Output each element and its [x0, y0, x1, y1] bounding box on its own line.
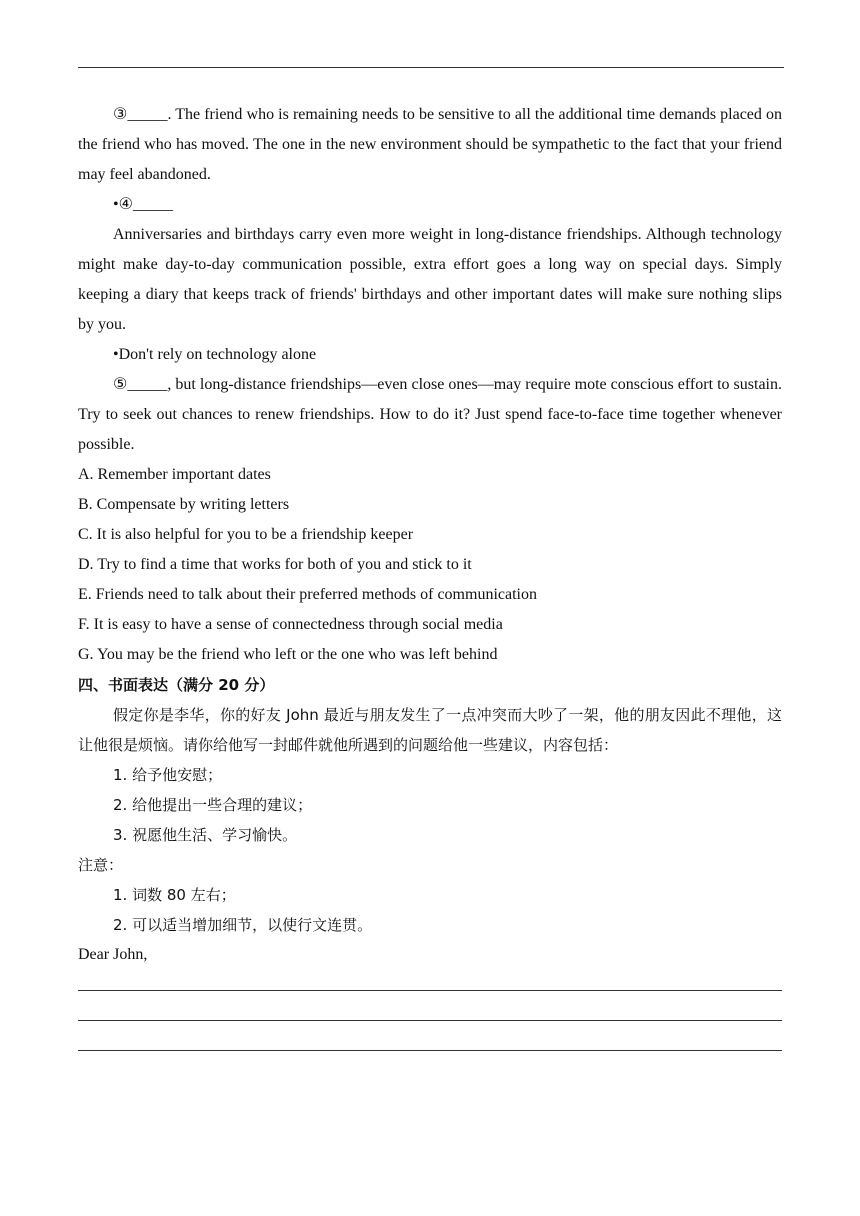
option-a: A. Remember important dates: [78, 466, 271, 483]
writing-prompt: 假定你是李华，你的好友 John 最近与朋友发生了一点冲突而大吵了一架，他的朋友因此不理他，这让他很是烦恼。请你给他写一封邮件就他所遇到的问题给他一些建议，内容包括：: [78, 706, 782, 754]
option-b: B. Compensate by writing letters: [78, 496, 290, 513]
note-1: 1. 词数 80 左右；: [113, 886, 236, 904]
answer-line-3: [78, 1030, 782, 1060]
answer-line-1: [78, 970, 782, 1000]
option-d: D. Try to find a time that works for both of you and stick to it: [78, 556, 472, 573]
passage-heading-4: •④_____: [113, 196, 173, 213]
answer-line-2: [78, 1000, 782, 1030]
page-content: [78, 100, 782, 1060]
writing-item-3: 3. 祝愿他生活、学习愉快。: [113, 826, 298, 844]
section-heading-writing: 四、书面表达（满分 20 分）: [78, 676, 275, 694]
note-label: 注意：: [78, 856, 124, 874]
option-c: C. It is also helpful for you to be a friendship keeper: [78, 526, 414, 543]
options-list: [78, 460, 782, 670]
passage-heading-technology: •Don't rely on technology alone: [113, 346, 317, 363]
writing-item-2: 2. 给他提出一些合理的建议；: [113, 796, 313, 814]
note-2: 2. 可以适当增加细节，以使行文连贯。: [113, 916, 373, 934]
option-f: F. It is easy to have a sense of connectedness through social media: [78, 616, 503, 633]
letter-salutation: Dear John,: [78, 946, 148, 963]
header-rule: [78, 67, 784, 68]
option-e: E. Friends need to talk about their preferred methods of communication: [78, 586, 537, 603]
passage-paragraph-5: ⑤_____, but long-distance friendships—even close ones—may require mote conscious effort to sustain. Try to seek out chances to renew friendships. How to do it? Just spend face-to-face time together whenever possible.: [78, 376, 782, 453]
passage-paragraph-3: ③_____. The friend who is remaining needs to be sensitive to all the additional time demands placed on the friend who has moved. The one in the new environment should be sympathetic to the fact that your friend may feel abandoned.: [78, 106, 782, 183]
passage-paragraph-anniversaries: Anniversaries and birthdays carry even more weight in long-distance friendships. Although technology might make day-to-day communication possible, extra effort goes a long way on special days. Simply keeping a diary that keeps track of friends' birthdays and other important dates will make sure nothing slips by you.: [78, 226, 782, 333]
option-g: G. You may be the friend who left or the one who was left behind: [78, 646, 498, 663]
writing-item-1: 1. 给予他安慰；: [113, 766, 223, 784]
